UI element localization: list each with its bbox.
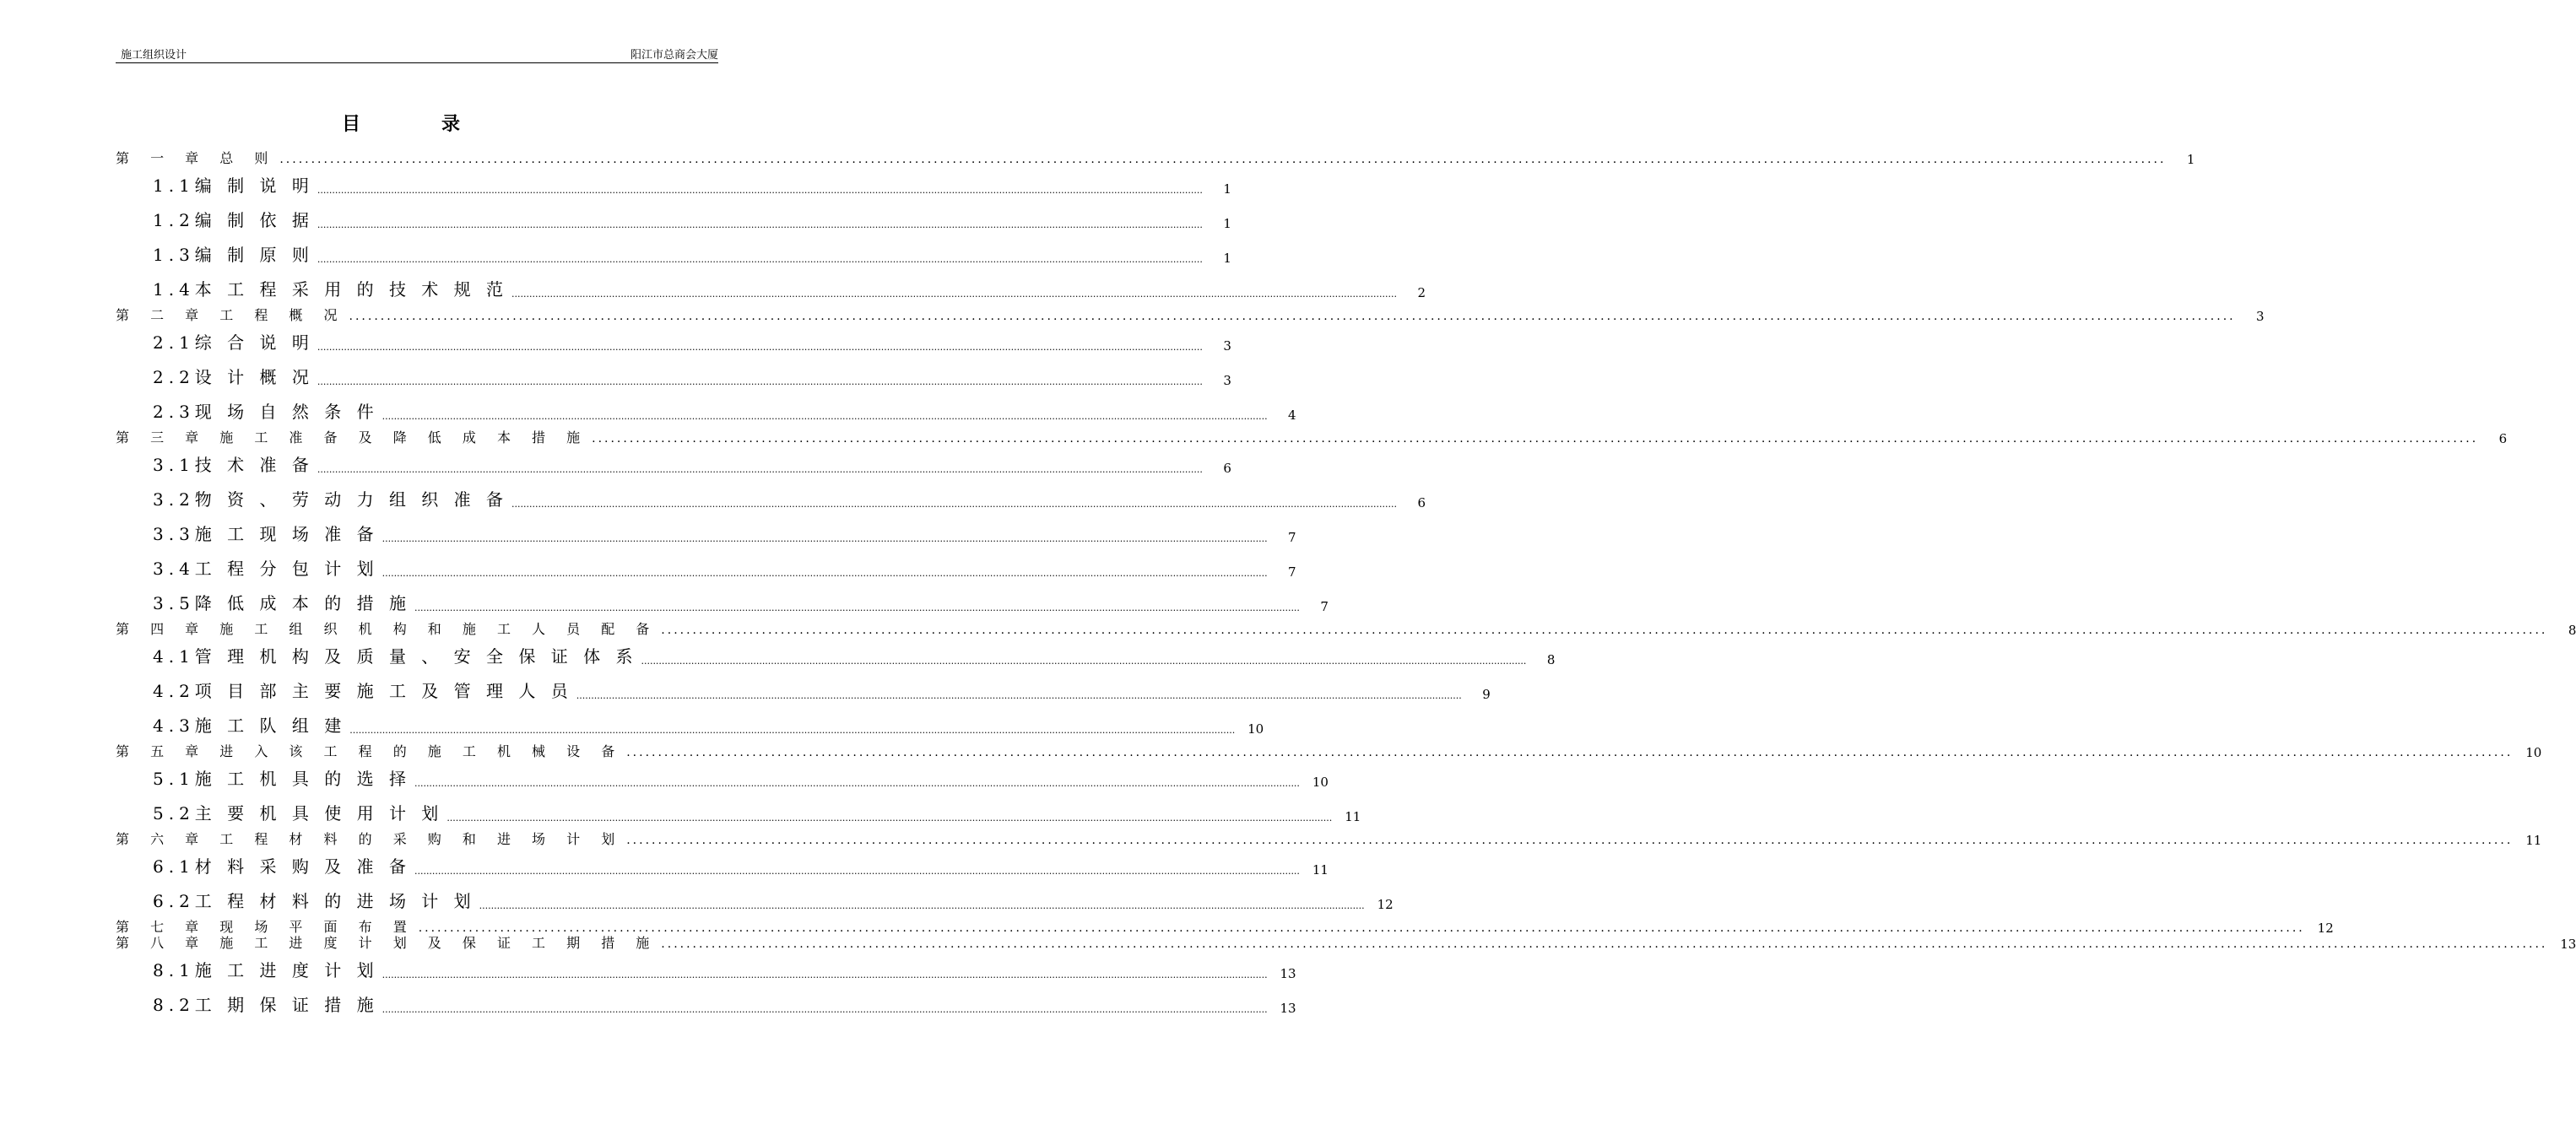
toc-dot-leader: ............................................................................................................................................................................................................................................................................................................	[317, 254, 1203, 265]
toc-dot-leader: ............................................................................................................................................................................................................................................................................................................	[414, 866, 1300, 877]
toc-dot-leader: ............................................................................................................................................................................................................................................................................................................	[382, 533, 1268, 544]
toc-chapter-row[interactable]	[116, 621, 2576, 638]
toc-page-number: 9	[1482, 687, 1491, 702]
toc-page-number: 12	[1377, 897, 1394, 912]
toc-dot-leader: ............................................................................................................................................................................................................................................................................................................	[382, 411, 1268, 422]
toc-dot-leader: ............................................................................................................................................................................................................................................................................................................	[626, 746, 2514, 759]
toc-section-row[interactable]	[153, 856, 1329, 878]
toc-chapter-row[interactable]	[116, 307, 2265, 324]
toc-entry-label: 2.2设 计 概 况	[153, 367, 314, 387]
toc-entry-label: 4.2项 目 部 主 要 施 工 及 管 理 人 员	[153, 681, 573, 701]
toc-entry-label: 3.1技 术 准 备	[153, 455, 314, 475]
toc-chapter-row[interactable]	[116, 831, 2542, 848]
toc-dot-leader: ............................................................................................................................................................................................................................................................................................................	[317, 342, 1203, 353]
toc-chapter-row[interactable]	[116, 935, 2576, 952]
toc-section-row[interactable]	[153, 401, 1296, 423]
toc-page-number: 11	[2525, 833, 2542, 848]
toc-section-row[interactable]	[153, 715, 1264, 737]
toc-chapter-row[interactable]	[116, 429, 2508, 446]
toc-page-number: 7	[1288, 564, 1296, 580]
toc-section-row[interactable]	[153, 332, 1231, 354]
toc-entry-label: 第 六 章 工 程 材 料 的 采 购 和 进 场 计 划	[116, 831, 624, 847]
toc-dot-leader: ............................................................................................................................................................................................................................................................................................................	[592, 432, 2479, 446]
toc-entry-label: 1.1编 制 说 明	[153, 176, 314, 196]
toc-entry-label: 6.1材 料 采 购 及 准 备	[153, 856, 411, 877]
toc-entry-label: 5.2主 要 机 具 使 用 计 划	[153, 803, 444, 824]
toc-section-row[interactable]	[153, 645, 1556, 667]
toc-page-number: 3	[2256, 309, 2265, 324]
toc-entry-label: 4.1管 理 机 构 及 质 量 、 安 全 保 证 体 系	[153, 646, 638, 667]
toc-section-row[interactable]	[153, 366, 1231, 388]
toc-entry-label: 2.3现 场 自 然 条 件	[153, 402, 379, 422]
toc-page-number: 3	[1223, 338, 1231, 354]
toc-section-row[interactable]	[153, 959, 1296, 981]
toc-entry-label: 第 八 章 施 工 进 度 计 划 及 保 证 工 期 措 施	[116, 935, 658, 951]
toc-page-number: 6	[1223, 461, 1231, 476]
toc-section-row[interactable]	[153, 175, 1231, 197]
toc-entry-label: 3.5降 低 成 本 的 措 施	[153, 593, 411, 613]
toc-title-part2: 录	[441, 114, 461, 135]
toc-dot-leader: ............................................................................................................................................................................................................................................................................................................	[382, 969, 1268, 980]
toc-dot-leader: ............................................................................................................................................................................................................................................................................................................	[641, 656, 1527, 667]
toc-entry-label: 2.1综 合 说 明	[153, 332, 314, 353]
toc-dot-leader: ............................................................................................................................................................................................................................................................................................................	[414, 778, 1300, 789]
toc-page-number: 1	[2186, 152, 2195, 167]
header-right-title: 阳江市总商会大厦	[630, 49, 718, 62]
toc-section-row[interactable]	[153, 592, 1329, 614]
toc-section-row[interactable]	[153, 244, 1231, 266]
toc-dot-leader: ............................................................................................................................................................................................................................................................................................................	[418, 921, 2305, 935]
toc-entry-label: 第 二 章 工 程 概 况	[116, 307, 346, 323]
toc-page-number: 13	[1280, 1001, 1296, 1016]
toc-entry-label: 第 四 章 施 工 组 织 机 构 和 施 工 人 员 配 备	[116, 621, 658, 637]
toc-page-number: 12	[2317, 921, 2334, 936]
toc-dot-leader: ............................................................................................................................................................................................................................................................................................................	[382, 568, 1268, 579]
toc-entry-label: 第 一 章 总 则	[116, 150, 277, 166]
toc-section-row[interactable]	[153, 680, 1491, 702]
toc-page-number: 1	[1223, 216, 1231, 231]
toc-dot-leader: ............................................................................................................................................................................................................................................................................................................	[349, 310, 2236, 323]
toc-page-number: 11	[1345, 809, 1361, 824]
toc-dot-leader: ............................................................................................................................................................................................................................................................................................................	[317, 464, 1203, 475]
toc-dot-leader: ............................................................................................................................................................................................................................................................................................................	[414, 602, 1300, 613]
toc-page-number: 2	[1417, 285, 1426, 300]
toc-section-row[interactable]	[153, 209, 1231, 231]
toc-page-number: 3	[1223, 373, 1231, 388]
toc-entry-label: 8.1施 工 进 度 计 划	[153, 960, 379, 980]
toc-section-row[interactable]	[153, 890, 1394, 912]
toc-entry-label: 6.2工 程 材 料 的 进 场 计 划	[153, 891, 476, 911]
toc-section-row[interactable]	[153, 558, 1296, 580]
toc-page-number: 10	[2525, 745, 2542, 760]
toc-dot-leader: ............................................................................................................................................................................................................................................................................................................	[349, 725, 1236, 736]
toc-page-number: 13	[1280, 966, 1296, 981]
toc-dot-leader: ............................................................................................................................................................................................................................................................................................................	[661, 937, 2548, 951]
toc-dot-leader: ............................................................................................................................................................................................................................................................................................................	[446, 813, 1333, 824]
toc-dot-leader: ............................................................................................................................................................................................................................................................................................................	[382, 1004, 1268, 1015]
toc-section-row[interactable]	[153, 523, 1296, 545]
toc-page-number: 7	[1288, 530, 1296, 545]
toc-section-row[interactable]	[153, 802, 1361, 824]
toc-section-row[interactable]	[153, 994, 1296, 1016]
header-left-title: 施工组织设计	[121, 49, 187, 62]
toc-entry-label: 3.2物 资 、 劳 动 力 组 织 准 备	[153, 489, 509, 510]
toc-dot-leader: ............................................................................................................................................................................................................................................................................................................	[511, 499, 1398, 510]
toc-section-row[interactable]	[153, 489, 1426, 510]
toc-dot-leader: ............................................................................................................................................................................................................................................................................................................	[661, 624, 2548, 637]
toc-dot-leader: ............................................................................................................................................................................................................................................................................................................	[479, 900, 1365, 911]
toc-page-number: 13	[2560, 937, 2576, 952]
toc-chapter-row[interactable]	[116, 743, 2542, 760]
toc-section-row[interactable]	[153, 278, 1426, 300]
toc-entry-label: 1.2编 制 依 据	[153, 210, 314, 230]
toc-dot-leader: ............................................................................................................................................................................................................................................................................................................	[626, 834, 2514, 847]
toc-dot-leader: ............................................................................................................................................................................................................................................................................................................	[279, 153, 2167, 166]
toc-entry-label: 第 七 章 现 场 平 面 布 置	[116, 919, 415, 935]
toc-entry-label: 3.4工 程 分 包 计 划	[153, 559, 379, 579]
toc-page-number: 8	[2568, 623, 2576, 638]
toc-page-number: 11	[1312, 862, 1329, 878]
toc-page-number: 1	[1223, 251, 1231, 266]
toc-dot-leader: ............................................................................................................................................................................................................................................................................................................	[317, 219, 1203, 230]
toc-page-number: 10	[1312, 775, 1329, 790]
toc-title-part1: 目	[341, 114, 360, 135]
toc-dot-leader: ............................................................................................................................................................................................................................................................................................................	[576, 690, 1462, 701]
toc-dot-leader: ............................................................................................................................................................................................................................................................................................................	[317, 376, 1203, 387]
toc-entry-label: 5.1施 工 机 具 的 选 择	[153, 769, 411, 789]
toc-dot-leader: ............................................................................................................................................................................................................................................................................................................	[511, 289, 1398, 300]
toc-page-number: 10	[1247, 721, 1264, 737]
toc-page-number: 6	[1417, 495, 1426, 510]
toc-page-number: 4	[1288, 408, 1296, 423]
toc-entry-label: 8.2工 期 保 证 措 施	[153, 995, 379, 1015]
toc-section-row[interactable]	[153, 768, 1329, 790]
toc-entry-label: 第 五 章 进 入 该 工 程 的 施 工 机 械 设 备	[116, 743, 624, 759]
toc-section-row[interactable]	[153, 454, 1231, 476]
toc-page-number: 8	[1546, 652, 1556, 667]
toc-entry-label: 第 三 章 施 工 准 备 及 降 低 成 本 措 施	[116, 429, 589, 446]
toc-page-number: 7	[1320, 599, 1329, 614]
toc-dot-leader: ............................................................................................................................................................................................................................................................................................................	[317, 185, 1203, 196]
toc-page-number: 6	[2498, 431, 2508, 446]
toc-entry-label: 1.3编 制 原 则	[153, 245, 314, 265]
toc-entry-label: 1.4本 工 程 采 用 的 技 术 规 范	[153, 279, 509, 300]
toc-entry-label: 4.3施 工 队 组 建	[153, 716, 347, 736]
toc-page-number: 1	[1223, 181, 1231, 197]
toc-chapter-row[interactable]	[116, 150, 2195, 167]
toc-entry-label: 3.3施 工 现 场 准 备	[153, 524, 379, 544]
